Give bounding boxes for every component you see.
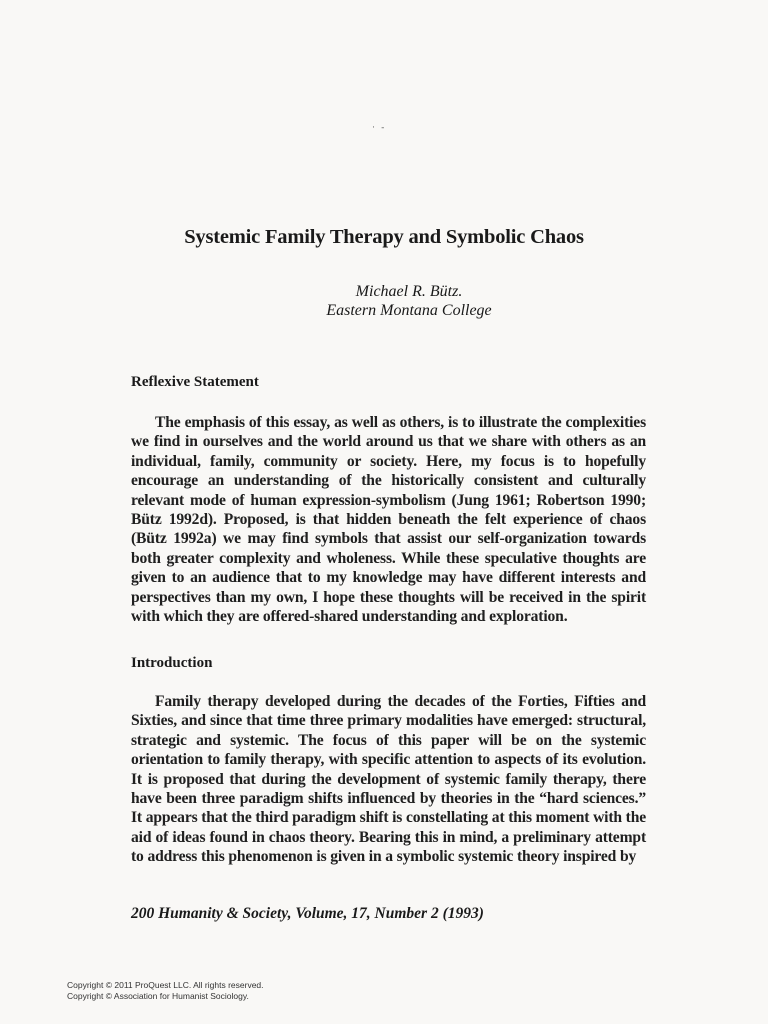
scan-mark: · - — [372, 122, 387, 132]
copyright-notice — [67, 980, 264, 1002]
section-heading-introduction: Introduction — [131, 655, 213, 671]
paragraph-reflexive-statement: The emphasis of this essay, as well as others, is to illustrate the complexities we find in ourselves and the world around us that we share with others as an individual, family, community or society. Here, my focus is to hopefully encourage an understanding of the historically consistent and culturally relevant mode of human expression-symbolism (Jung 1961; Robertson 1990; Bütz 1992d). Proposed, is that hidden beneath the felt experience of chaos (Bütz 1992a) we may find symbols that assist our self-organization towards both greater complexity and wholeness. While these speculative thoughts are given to an audience that to my knowledge may have different interests and perspectives than my own, I hope these thoughts will be received in the spirit with which they are offered-shared understanding and exploration. — [131, 414, 646, 626]
page-footer-citation: 200 Humanity & Society, Volume, 17, Number 2 (1993) — [131, 905, 484, 922]
section-heading-reflexive-statement: Reflexive Statement — [131, 374, 259, 390]
author-affiliation: Eastern Montana College — [326, 302, 492, 319]
author-block — [250, 282, 568, 320]
article-title: Systemic Family Therapy and Symbolic Chaos — [184, 226, 584, 248]
author-name: Michael R. Bütz. — [355, 283, 463, 300]
paragraph-introduction: Family therapy developed during the decades of the Forties, Fifties and Sixties, and since that time three primary modalities have emerged: structural, strategic and systemic. The focus of this paper will be on the systemic orientation to family therapy, with specific attention to aspects of its evolution. It is proposed that during the development of systemic family therapy, there have been three paradigm shifts influenced by theories in the “hard sciences.” It appears that the third paradigm shift is constellating at this moment with the aid of ideas found in chaos theory. Bearing this in mind, a preliminary attempt to address this phenomenon is given in a symbolic systemic theory inspired by — [131, 693, 647, 866]
copyright-line-association: Copyright © Association for Humanist Sociology. — [67, 991, 249, 1001]
copyright-line-proquest: Copyright © 2011 ProQuest LLC. All rights reserved. — [67, 980, 264, 990]
